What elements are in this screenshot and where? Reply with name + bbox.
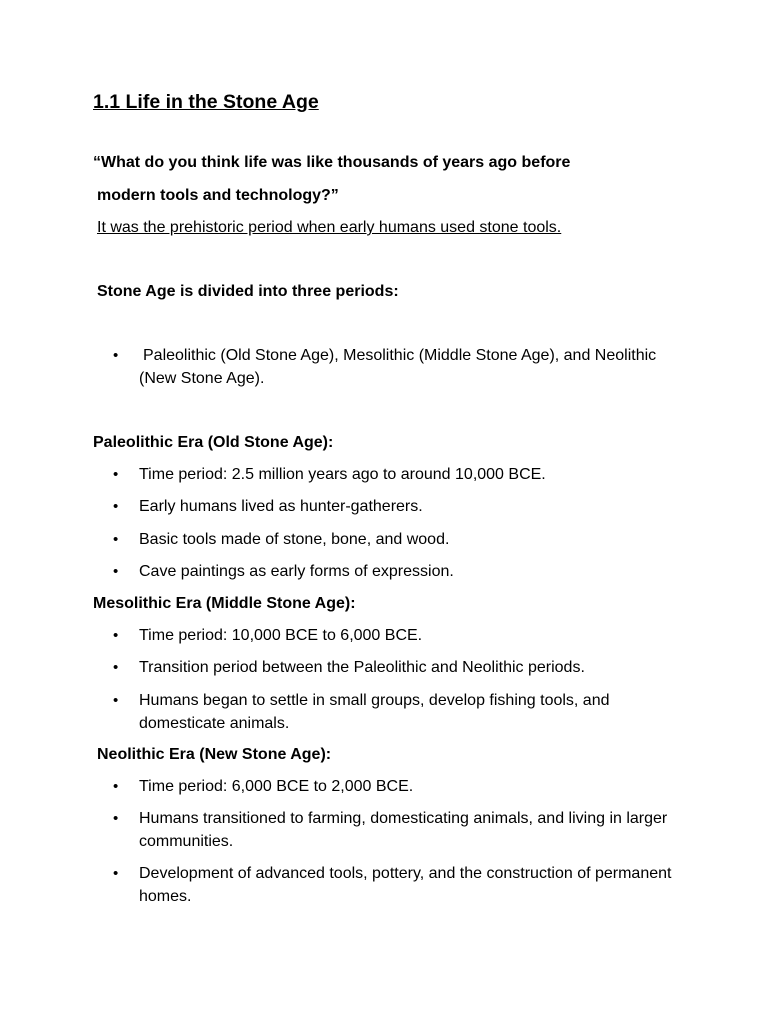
neolithic-list-item: Time period: 6,000 BCE to 2,000 BCE. — [139, 778, 414, 795]
bullet-mark: • — [113, 531, 119, 548]
periods-heading: Stone Age is divided into three periods: — [97, 283, 399, 300]
mesolithic-heading: Mesolithic Era (Middle Stone Age): — [93, 595, 356, 612]
neolithic-list-item: Development of advanced tools, pottery, and the construction of permanent homes. — [139, 865, 672, 905]
bullet-mark: • — [113, 563, 119, 580]
page-title: 1.1 Life in the Stone Age — [93, 91, 319, 113]
bullet-mark: • — [113, 347, 119, 364]
mesolithic-list-item: Transition period between the Paleolithic and Neolithic periods. — [139, 659, 585, 676]
paleolithic-list-item: Early humans lived as hunter-gatherers. — [139, 498, 423, 515]
periods-list-item: Paleolithic (Old Stone Age), Mesolithic (Middle Stone Age), and Neolithic (New Stone Age). — [139, 347, 657, 387]
bullet-mark: • — [113, 659, 119, 676]
paleolithic-list-item: Basic tools made of stone, bone, and wood. — [139, 531, 450, 548]
bullet-mark: • — [113, 466, 119, 483]
definition-text: It was the prehistoric period when early humans used stone tools. — [97, 219, 562, 236]
question-line-2: modern tools and technology?” — [97, 187, 339, 204]
bullet-mark: • — [113, 810, 119, 827]
mesolithic-list-item: Time period: 10,000 BCE to 6,000 BCE. — [139, 627, 423, 644]
bullet-mark: • — [113, 498, 119, 515]
paleolithic-list-item: Time period: 2.5 million years ago to around 10,000 BCE. — [139, 466, 546, 483]
question-line-1: “What do you think life was like thousands of years ago before — [93, 154, 571, 171]
neolithic-list-item: Humans transitioned to farming, domesticating animals, and living in larger communities. — [139, 810, 668, 850]
bullet-mark: • — [113, 778, 119, 795]
bullet-mark: • — [113, 692, 119, 709]
neolithic-heading: Neolithic Era (New Stone Age): — [97, 746, 332, 763]
paleolithic-heading: Paleolithic Era (Old Stone Age): — [93, 434, 334, 451]
mesolithic-list-item: Humans began to settle in small groups, develop fishing tools, and domesticate animals. — [139, 692, 610, 732]
bullet-mark: • — [113, 865, 119, 882]
paleolithic-list-item: Cave paintings as early forms of expression. — [139, 563, 454, 580]
bullet-mark: • — [113, 627, 119, 644]
